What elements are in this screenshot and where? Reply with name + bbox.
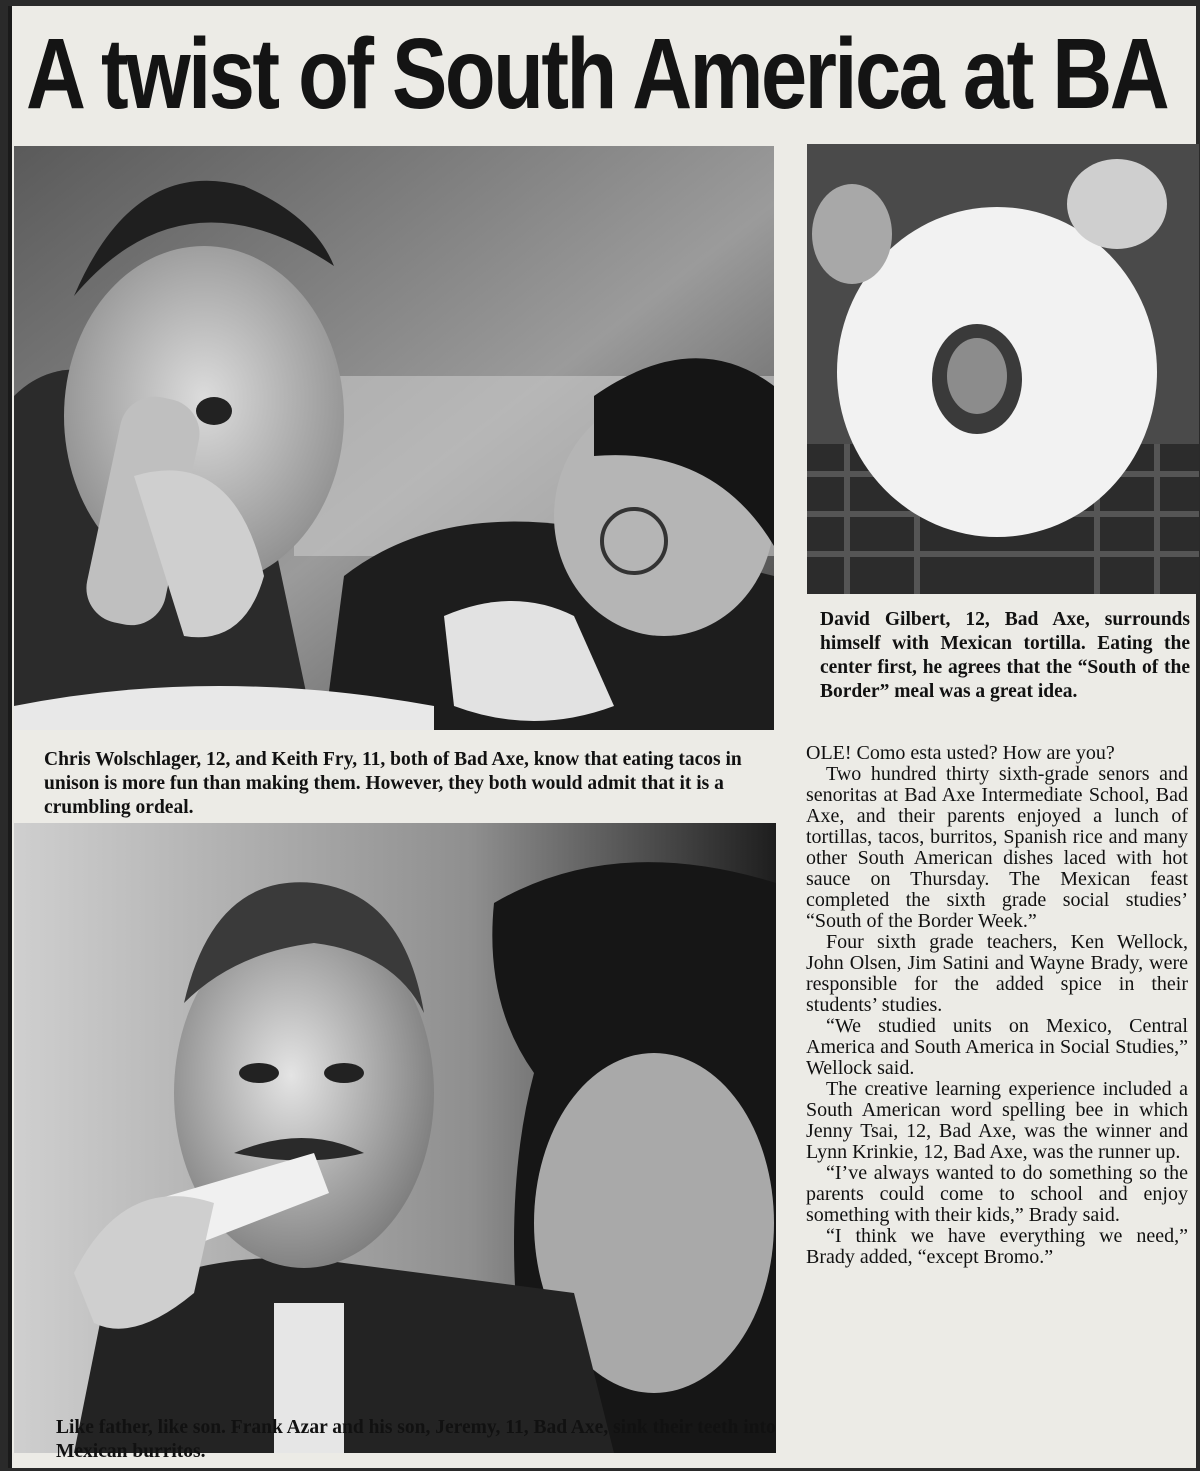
headline: A twist of South America at BA — [26, 18, 1168, 130]
photo-tortilla-image — [807, 144, 1199, 594]
article-paragraph: “I’ve always wanted to do something so the parents could come to school and enjoy something with their kids,” Brady said. — [806, 1162, 1188, 1226]
newspaper-page — [8, 6, 1196, 1468]
article-body — [806, 743, 1188, 1268]
article-paragraph: Four sixth grade teachers, Ken Wellock, John Olsen, Jim Satini and Wayne Brady, were responsible for the added spice in their students’ studies. — [806, 931, 1188, 1016]
caption-tacos: Chris Wolschlager, 12, and Keith Fry, 11, both of Bad Axe, know that eating tacos in unison is more fun than making them. However, they both would admit that it is a crumbling ordeal. — [44, 749, 742, 818]
caption-tortilla: David Gilbert, 12, Bad Axe, surrounds himself with Mexican tortilla. Eating the center first, he agrees that the “South of the Border” meal was a great idea. — [820, 609, 1190, 702]
photo-burritos-image — [14, 823, 776, 1453]
article-paragraph: The creative learning experience included a South American word spelling bee in which Jenny Tsai, 12, Bad Axe, was the winner and Lynn Krinkie, 12, Bad Axe, was the runner up. — [806, 1078, 1188, 1163]
caption-burritos: Like father, like son. Frank Azar and his son, Jeremy, 11, Bad Axe, sink their teeth into Mexican burritos. — [56, 1417, 776, 1462]
article-paragraph: “We studied units on Mexico, Central America and South America in Social Studies,” Wellock said. — [806, 1015, 1188, 1079]
article-paragraph: OLE! Como esta usted? How are you? — [806, 742, 1115, 764]
article-paragraph: Two hundred thirty sixth-grade senors and senoritas at Bad Axe Intermediate School, Bad Axe, and their parents enjoyed a lunch of tortillas, tacos, burritos, Spanish rice and many other South American dishes laced with hot sauce on Thursday. The Mexican feast completed the sixth grade social studies’ “South of the Border Week.” — [806, 763, 1188, 932]
article-paragraph: “I think we have everything we need,” Brady added, “except Bromo.” — [806, 1225, 1188, 1268]
photo-tortilla — [807, 144, 1199, 594]
photo-tacos — [14, 146, 774, 730]
photo-burritos — [14, 823, 776, 1453]
photo-tacos-image — [14, 146, 774, 730]
